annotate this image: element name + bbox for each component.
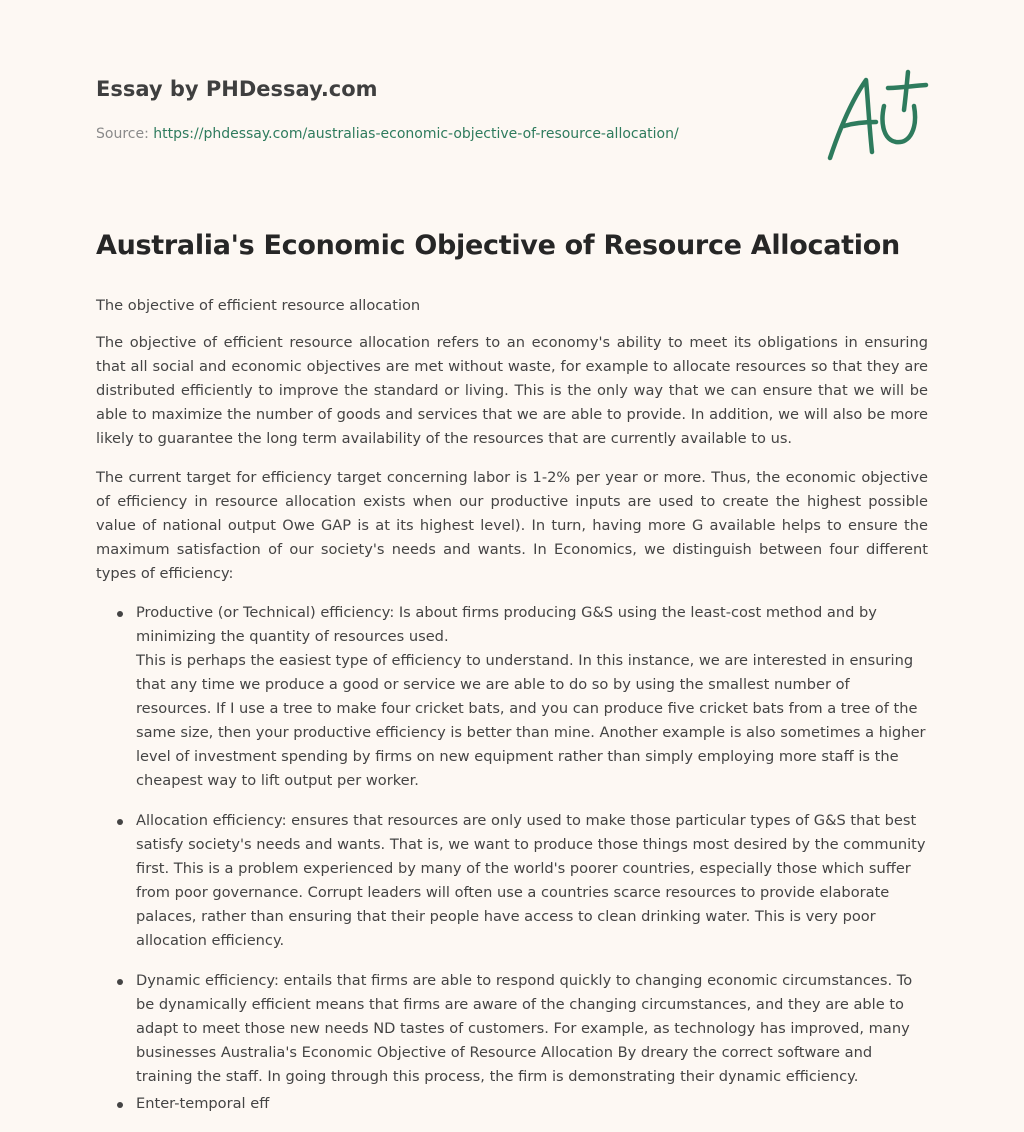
list-item-body: This is perhaps the easiest type of efficiency to understand. In this instance, we are interested in ensuring that any time we produce a good or service we are able to do so by using the smallest number of resources. If I use a tree to make four cricket bats, and you can produce five cricket bats from a tree of the same size, then your productive efficiency is better than mine. Another example is also sometimes a higher level of investment spending by firms on new equipment rather than simply employing more staff is the cheapest way to lift output per worker. [136, 652, 926, 789]
article-title: Australia's Economic Objective of Resource Allocation [96, 230, 900, 261]
article [96, 224, 928, 1132]
bullet-icon [117, 611, 123, 617]
list-item-heading: Productive (or Technical) efficiency: Is about firms producing G&S using the least-cost method and by minimizing the quantity of resources used. [136, 604, 877, 645]
list-item [96, 1092, 928, 1116]
source-label: Source: [96, 126, 149, 142]
bullet-icon [117, 979, 123, 985]
efficiency-types-list [96, 601, 928, 1116]
bullet-icon [117, 819, 123, 825]
list-item-text: Dynamic efficiency: entails that firms are able to respond quickly to changing economic circumstances. To be dynamically efficient means that firms are aware of the changing circumstances, and they are able to adapt to meet those new needs ND tastes of customers. For example, as technology has improved, many businesses Australia's Economic Objective of Resource Allocation By dreary the correct software and training the staff. In going through this process, the firm is demonstrating their dynamic efficiency. [136, 972, 913, 1085]
essay-header [96, 74, 796, 144]
list-item [96, 809, 928, 953]
list-item [96, 601, 928, 793]
source-link[interactable]: https://phdessay.com/australias-economic-objective-of-resource-allocation/ [153, 126, 679, 142]
article-lead: The objective of efficient resource allocation [96, 297, 421, 314]
bullet-icon [117, 1102, 123, 1108]
list-item [96, 969, 928, 1089]
article-paragraph: The current target for efficiency target concerning labor is 1-2% per year or more. Thus, the economic objective of efficiency in resource allocation exists when our productive inputs are used to create the highest possible value of national output Owe GAP is at its highest level). In turn, having more G available helps to ensure the maximum satisfaction of our society's needs and wants. In Economics, we distinguish between four different types of efficiency: [96, 469, 928, 582]
list-item-text: Allocation efficiency: ensures that resources are only used to make those particular types of G&S that best satisfy society's needs and wants. That is, we want to produce those things most desired by the community first. This is a problem experienced by many of the world's poorer countries, especially those which suffer from poor governance. Corrupt leaders will often use a countries scarce resources to provide elaborate palaces, rather than ensuring that their people have access to clean drinking water. This is very poor allocation efficiency. [136, 812, 926, 949]
site-brand: Essay by PHDessay.com [96, 77, 378, 101]
a-plus-logo-icon [822, 66, 934, 166]
list-item-text: Enter-temporal eff [136, 1095, 270, 1112]
source-line [96, 124, 796, 144]
article-paragraph: The objective of efficient resource allocation refers to an economy's ability to meet its obligations in ensuring that all social and economic objectives are met without waste, for example to allocate resources so that they are distributed efficiently to improve the standard or living. This is the only way that we can ensure that we will be able to maximize the number of goods and services that we are able to provide. In addition, we will also be more likely to guarantee the long term availability of the resources that are currently available to us. [96, 334, 928, 447]
